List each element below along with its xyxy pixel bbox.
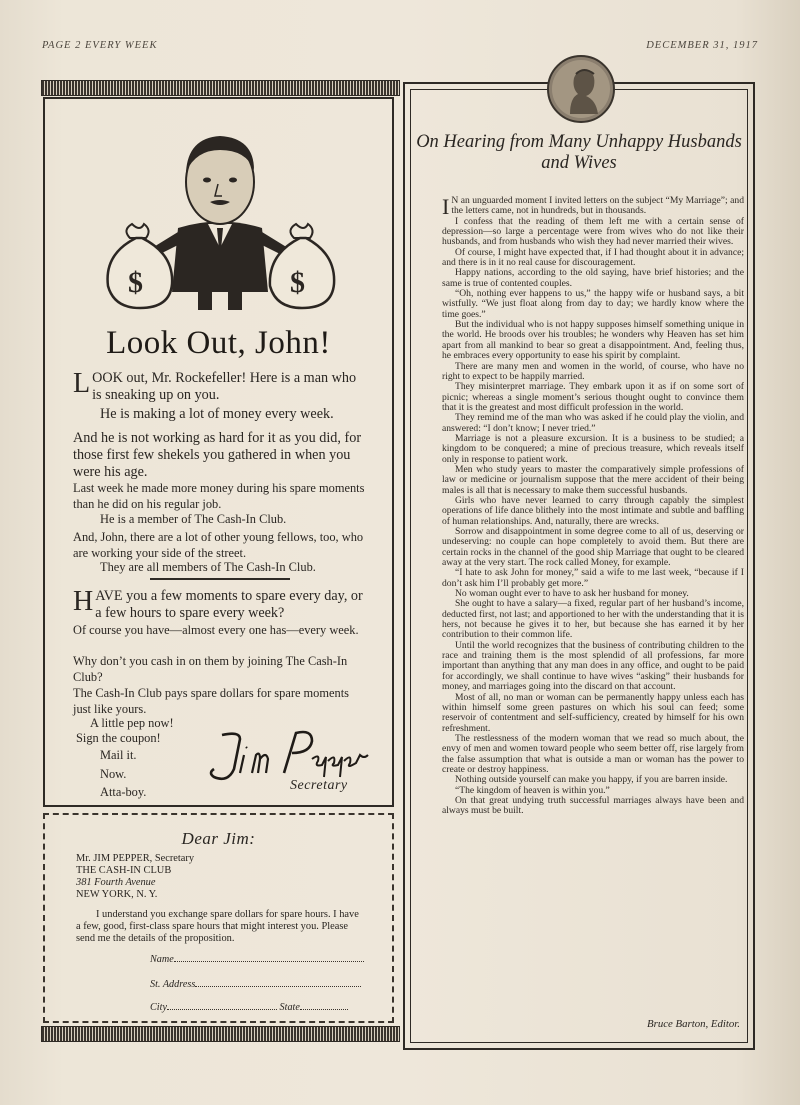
editorial-paragraph: Sorrow and disappointment in some degree come to all of us, deserving or undeserving: no couple can hope completely to avoid them. But there are certain rocks in the channel of the good ship Marriage that ought to be cleared away at the very start. The rock called Money, for example. [442,526,744,569]
editorial-signature: Bruce Barton, Editor. [647,1018,740,1030]
signature-title: Secretary [290,778,348,793]
coupon-body: I understand you exchange spare dollars for spare hours. I have a few, good, first-class spare hours that might interest you. Please send me the details of the proposition. [76,909,359,944]
ad-headline: Look Out, John! [106,325,331,361]
editorial-body [442,196,744,817]
coupon-state-label: State [279,1002,300,1013]
ad-paragraph-1 [73,370,365,404]
coupon-address-2: THE CASH-IN CLUB [76,865,172,876]
editorial-drop-cap: I [442,194,450,219]
coupon-address-label: St. Address [150,979,196,990]
editorial-paragraph: Until the world recognizes that the business of contributing children to the race and training them is the most splendid of all professions, far more important than anything that any man does in any office, and ought to be paid for accordingly, we shall continue to have wives “asking” their husbands for money, and marriages going into the discard on that account. [442,639,744,693]
address-input-line[interactable] [195,977,361,987]
coupon-address-1: Mr. JIM PEPPER, Secretary [76,853,195,864]
coupon-greeting: Dear Jim: [181,829,256,848]
editorial-paragraph: “The kingdom of heaven is within you.” [455,784,610,796]
ad-paragraph-1-text: OOK out, Mr. Rockefeller! Here is a man who is sneaking up on you. [92,370,357,403]
editorial-paragraph: Happy nations, according to the old saying, have brief histories; and the same is true of contented couples. [442,267,744,289]
ad-paragraph-9: Of course you have—almost every one has—every week. [73,623,359,637]
editorial-paragraph: “Oh, nothing ever happens to us,” the happy wife or husband says, a bit wistfully. “We just float along from day to day; we hardly know where the time goes.” [442,288,744,320]
editorial-paragraph: Marriage is not a pleasure excursion. It is a business to be studied; a kingdom to be conquered; a mine of precious treasure, which reveals itself only in response to patient work. [442,432,744,465]
running-head-left: PAGE 2 EVERY WEEK [42,40,158,51]
editorial-paragraph: No woman ought ever to have to ask her husband for money. [455,588,689,600]
jim-pepper-signature [200,725,370,785]
city-input-line[interactable] [167,1000,277,1010]
editorial-paragraph-text: N an unguarded moment I invited letters on the subject “My Marriage”; and the letters came, not in hundreds, but in thousands. [451,195,744,217]
drop-cap-l: L [73,368,91,399]
editorial-paragraph: Of course, I might have expected that, if I had thought about it in advance; and there is in it no real cause for discouragement. [442,246,744,269]
decorative-border-bottom [41,1026,400,1042]
ad-paragraph-2: He is making a lot of money every week. [100,406,334,422]
decorative-border-top [41,80,400,96]
ad-paragraph-4: Last week he made more money during his spare moments than he did on his regular job. [73,481,365,511]
dollar-sign-left: $ [128,266,143,299]
coupon-address-field[interactable] [150,977,361,990]
coupon-city-field[interactable] [150,1000,348,1013]
editorial-paragraph: They remind me of the man who was asked if he could play the violin, and answered: “I don’t know; I never tried.” [442,412,744,434]
drop-cap-h: H [73,586,94,617]
editorial-paragraph: She ought to have a salary—a fixed, regular part of her husband’s income, deducted first, not last; and apportioned to her with the understanding that it is hers, not because he gives it to her, but because she has earned it by her contribution to their common life. [442,598,744,641]
ad-paragraph-6: And, John, there are a lot of other young fellows, too, who are working your side of the street. [73,530,364,560]
ad-paragraph-3: And he is not working as hard for it as you did, for those first few shekels you gathered in when you were his age. [73,430,362,480]
ad-paragraph-8-text: AVE you a few moments to spare every day, or a few hours to spare every week? [95,588,363,621]
editorial-paragraph: Girls who have never learned to carry through capably the simplest operations of life dance blithely into the most intimate and subtle and baffling of human relationships. And, naturally, there are wrecks. [442,494,744,527]
editorial-paragraph: They misinterpret marriage. They embark upon it as if on some sort of picnic; whereas a single moment’s serious thought ought to convince them that it is the greatest and most difficult profession in the world. [442,381,744,413]
ad-line-sign: Sign the coupon! [76,731,161,745]
editor-portrait-medallion [546,54,616,124]
state-input-line[interactable] [300,1000,348,1010]
ad-paragraph-10: Why don’t you cash in on them by joining The Cash-In Club? [73,654,348,684]
coupon-name-label: Name [150,954,174,965]
name-input-line[interactable] [174,952,364,962]
ad-paragraph-5: He is a member of The Cash-In Club. [100,512,287,526]
ad-line-attaboy: Atta-boy. [100,785,147,799]
editorial-paragraph: The restlessness of the modern woman that we read so much about, the envy of men and women toward people who seem better off, rise largely from the false assumption that what is outside a man or woman has the power to create or destroy happiness. [442,732,744,775]
editorial-paragraph: “I hate to ask John for money,” said a wife to me last week, “because if I don’t ask him I’ll probably get more.” [442,567,744,589]
ad-paragraph-7: They are all members of The Cash-In Club. [100,560,316,574]
editorial-title: On Hearing from Many Unhappy Husbands and Wives [416,132,742,173]
ad-line-mail: Mail it. [100,748,137,762]
coupon-address-4: NEW YORK, N. Y. [76,889,158,900]
editorial-paragraph: On that great undying truth successful marriages always have been and always must be built. [442,794,744,817]
dollar-sign-right: $ [290,266,305,299]
ad-divider [150,578,290,580]
coupon-address-3: 381 Fourth Avenue [76,877,156,888]
editorial-paragraph: Men who study years to master the comparatively simple professions of law or medicine or journalism suppose that the mere accident of their being males is all that is necessary to make them successful husbands. [442,463,744,496]
editorial-paragraph [442,196,744,217]
editorial-paragraph: There are many men and women in the world, of course, who have no right to expect to be happily married. [442,360,744,382]
editorial-paragraph: But the individual who is not happy supposes himself something unique in the world. He broods over his troubles; he wonders why Heaven has set him apart from all mankind to bear so great a disappointment. And, feeling thus, he embraces every opportunity to ease his spirit by complaint. [442,319,744,362]
running-head-right: DECEMBER 31, 1917 [646,40,758,51]
coupon-name-field[interactable] [150,952,364,965]
man-with-money-bags-illustration [100,120,340,315]
editorial-paragraph: I confess that the reading of them left me with a certain sense of depression—so large a percentage were from wives who do not like their husbands, and from husbands who wish they had never married their wives. [442,215,744,248]
editorial-paragraph: Nothing outside yourself can make you happy, if you are barren inside. [455,774,728,786]
ad-line-now: Now. [100,767,127,781]
editorial-paragraph: Most of all, no man or woman can be permanently happy unless each has within himself some green pastures on which his soul can feed; some reservoir of contentment and self-sufficiency, created by himself for his own refreshment. [442,691,744,734]
ad-paragraph-8 [73,588,365,622]
ad-paragraph-11: The Cash-In Club pays spare dollars for spare moments just like yours. [73,686,349,716]
ad-line-pep: A little pep now! [90,716,174,730]
coupon-city-label: City [150,1002,167,1013]
